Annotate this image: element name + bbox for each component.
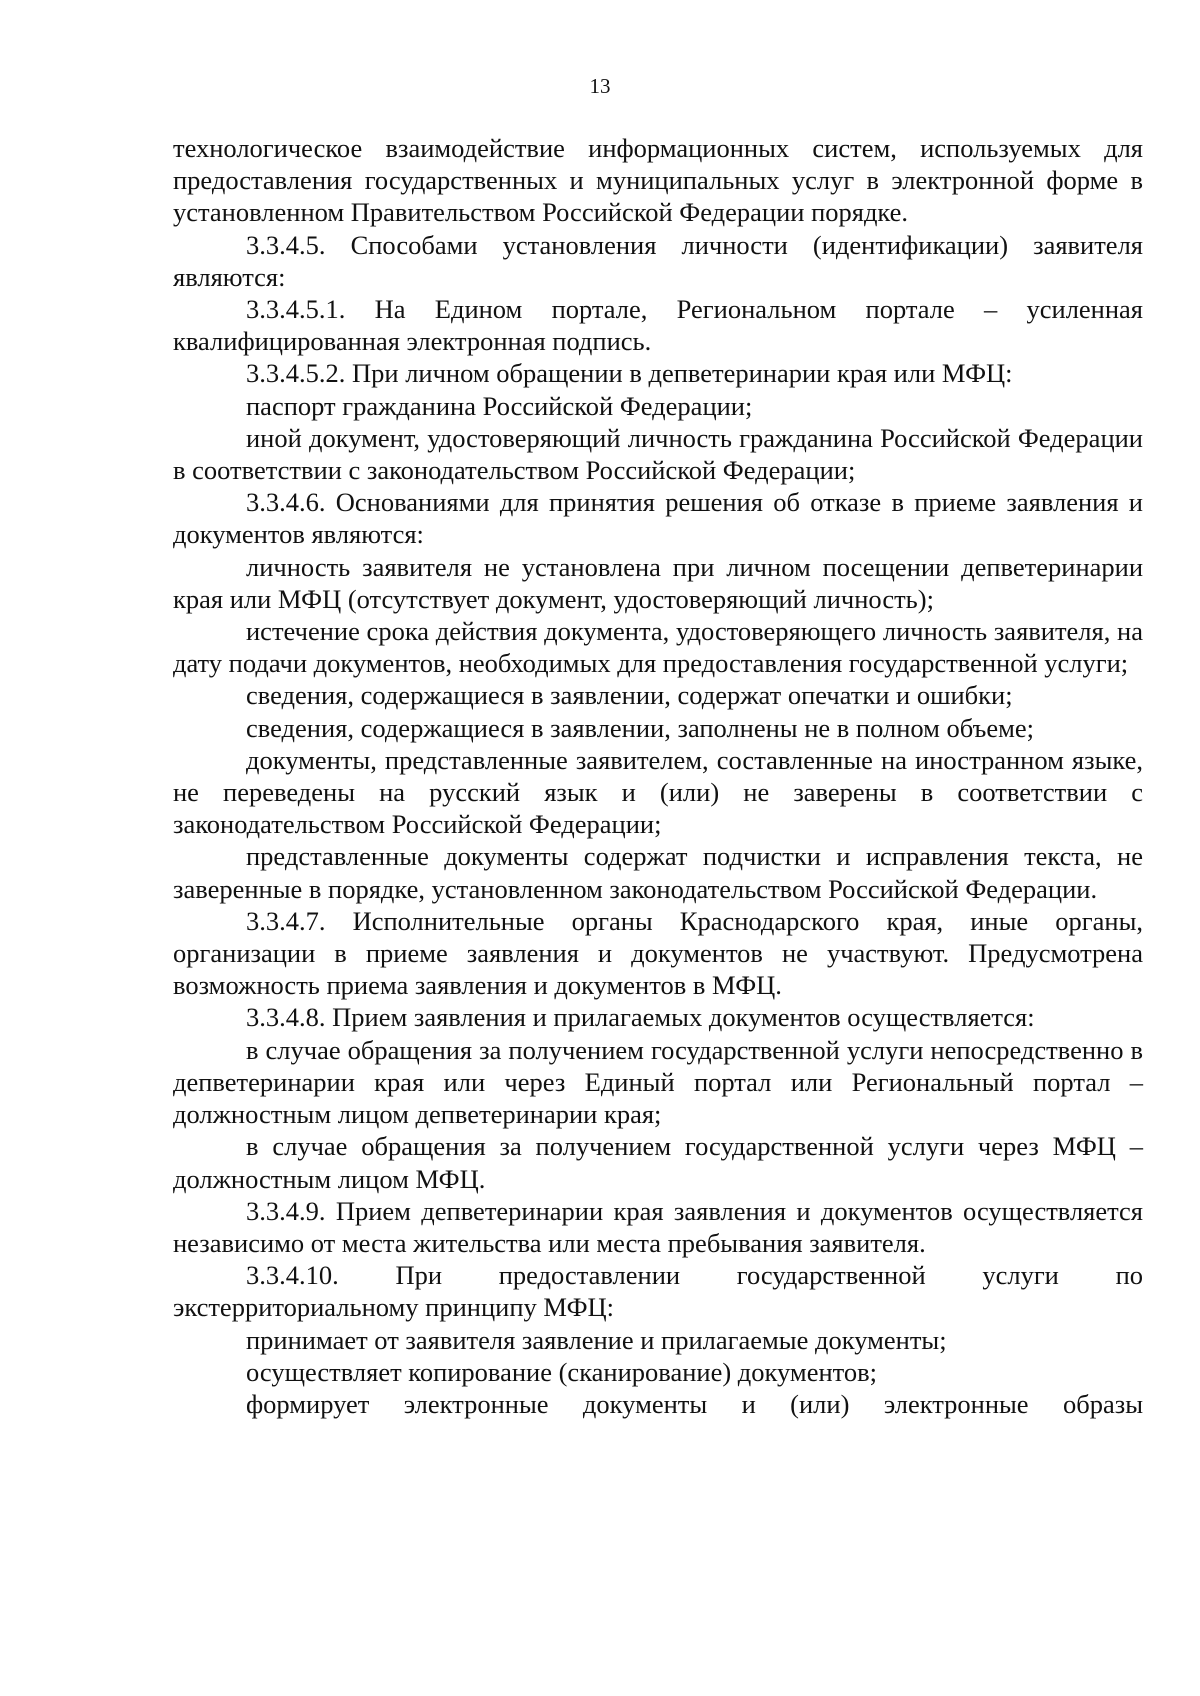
paragraph: сведения, содержащиеся в заявлении, содержат опечатки и ошибки; xyxy=(246,680,1013,711)
paragraph: 3.3.4.8. Прием заявления и прилагаемых документов осуществляется: xyxy=(246,1002,1035,1033)
paragraph: 3.3.4.5.1. На Едином портале, Региональном портале – усиленная квалифицированная электронная подпись. xyxy=(173,294,1143,357)
paragraph: в случае обращения за получением государственной услуги через МФЦ – должностным лицом МФЦ. xyxy=(173,1131,1143,1194)
paragraph: 3.3.4.6. Основаниями для принятия решения об отказе в приеме заявления и документов являются: xyxy=(173,487,1143,550)
paragraph: документы, представленные заявителем, составленные на иностранном языке, не переведены на русский язык и (или) не заверены в соответствии с законодательством Российской Федерации; xyxy=(173,744,1143,840)
paragraph: сведения, содержащиеся в заявлении, заполнены не в полном объеме; xyxy=(246,712,1034,743)
paragraph: истечение срока действия документа, удостоверяющего личность заявителя, на дату подачи документов, необходимых для предоставления государственной услуги; xyxy=(173,616,1143,679)
paragraph: представленные документы содержат подчистки и исправления текста, не заверенные в порядке, установленном законодательством Российской Федерации. xyxy=(173,841,1143,904)
document-body xyxy=(173,132,1143,1420)
paragraph: осуществляет копирование (сканирование) документов; xyxy=(246,1356,877,1387)
paragraph: паспорт гражданина Российской Федерации; xyxy=(246,390,753,421)
paragraph: личность заявителя не установлена при личном посещении депветеринарии края или МФЦ (отсутствует документ, удостоверяющий личность); xyxy=(173,551,1143,614)
paragraph: 3.3.4.7. Исполнительные органы Краснодарского края, иные органы, организации в приеме заявления и документов не участвуют. Предусмотрена возможность приема заявления и документов в МФЦ. xyxy=(173,905,1143,1001)
paragraph: принимает от заявителя заявление и прилагаемые документы; xyxy=(246,1324,947,1355)
paragraph: иной документ, удостоверяющий личность гражданина Российской Федерации в соответствии с законодательством Российской Федерации; xyxy=(173,422,1143,486)
page-number: 13 xyxy=(589,74,611,98)
paragraph: формирует электронные документы и (или) электронные образы xyxy=(246,1388,1143,1419)
paragraph: 3.3.4.5. Способами установления личности (идентификации) заявителя являются: xyxy=(173,229,1143,292)
paragraph: 3.3.4.10. При предоставлении государственной услуги по экстерриториальному принципу МФЦ: xyxy=(173,1260,1143,1323)
paragraph: в случае обращения за получением государственной услуги непосредственно в депветеринарии края или через Единый портал или Региональный портал – должностным лицом депветеринарии края; xyxy=(173,1034,1143,1130)
paragraph: 3.3.4.5.2. При личном обращении в депветеринарии края или МФЦ: xyxy=(246,358,1013,389)
paragraph: технологическое взаимодействие информационных систем, используемых для предоставления государственных и муниципальных услуг в электронной форме в установленном Правительством Российской Федерации порядке. xyxy=(173,133,1143,228)
paragraph: 3.3.4.9. Прием депветеринарии края заявления и документов осуществляется независимо от места жительства или места пребывания заявителя. xyxy=(173,1195,1143,1258)
